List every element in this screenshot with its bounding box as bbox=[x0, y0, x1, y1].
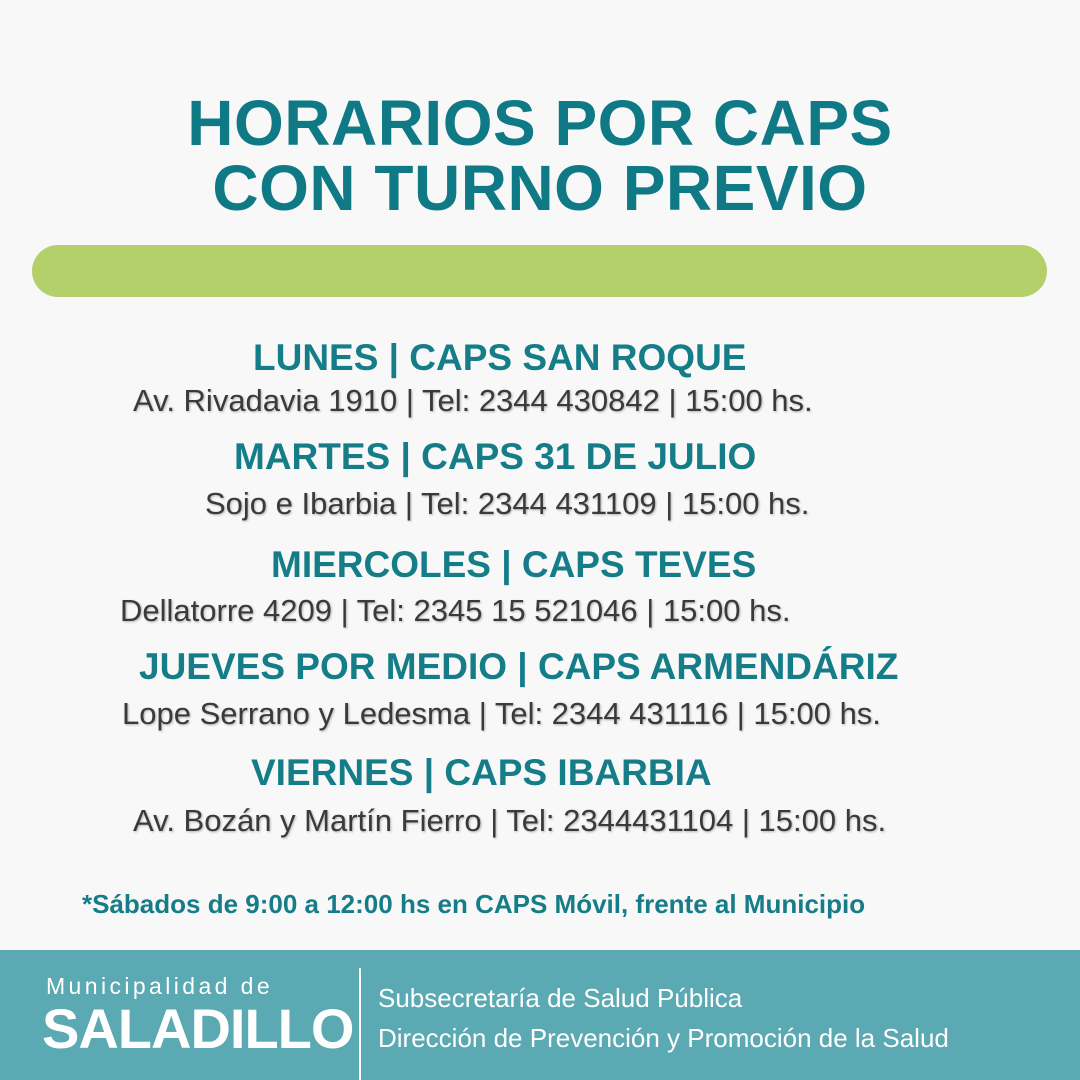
schedule-tuesday-title: MARTES | CAPS 31 DE JULIO bbox=[234, 436, 757, 477]
page-title-line-2: CON TURNO PREVIO bbox=[212, 152, 868, 224]
schedule-wednesday-title: MIERCOLES | CAPS TEVES bbox=[271, 544, 757, 585]
footer-subsecretaria: Subsecretaría de Salud Pública bbox=[378, 983, 743, 1013]
accent-bar bbox=[32, 245, 1047, 297]
schedule-tuesday-detail: Sojo e Ibarbia | Tel: 2344 431109 | 15:00 hs. bbox=[205, 486, 810, 521]
logo-main-text: SALADILLO bbox=[42, 997, 354, 1060]
schedule-monday-title: LUNES | CAPS SAN ROQUE bbox=[253, 337, 747, 378]
schedule-wednesday-detail: Dellatorre 4209 | Tel: 2345 15 521046 | 15:00 hs. bbox=[120, 593, 791, 628]
footer bbox=[0, 950, 1080, 1080]
page-title-line-1: HORARIOS POR CAPS bbox=[187, 87, 893, 159]
footer-direccion: Dirección de Prevención y Promoción de la Salud bbox=[378, 1023, 949, 1053]
schedule-friday-title: VIERNES | CAPS IBARBIA bbox=[251, 752, 712, 793]
schedule-thursday-detail: Lope Serrano y Ledesma | Tel: 2344 431116 | 15:00 hs. bbox=[122, 696, 881, 731]
schedule-friday-detail: Av. Bozán y Martín Fierro | Tel: 2344431104 | 15:00 hs. bbox=[133, 803, 887, 838]
logo-top-text: Municipalidad de bbox=[46, 973, 274, 999]
schedule-monday-detail: Av. Rivadavia 1910 | Tel: 2344 430842 | 15:00 hs. bbox=[133, 383, 813, 418]
schedule-thursday-title: JUEVES POR MEDIO | CAPS ARMENDÁRIZ bbox=[139, 646, 899, 687]
footer-divider bbox=[359, 968, 361, 1080]
saturday-note: *Sábados de 9:00 a 12:00 hs en CAPS Móvil, frente al Municipio bbox=[82, 889, 866, 919]
